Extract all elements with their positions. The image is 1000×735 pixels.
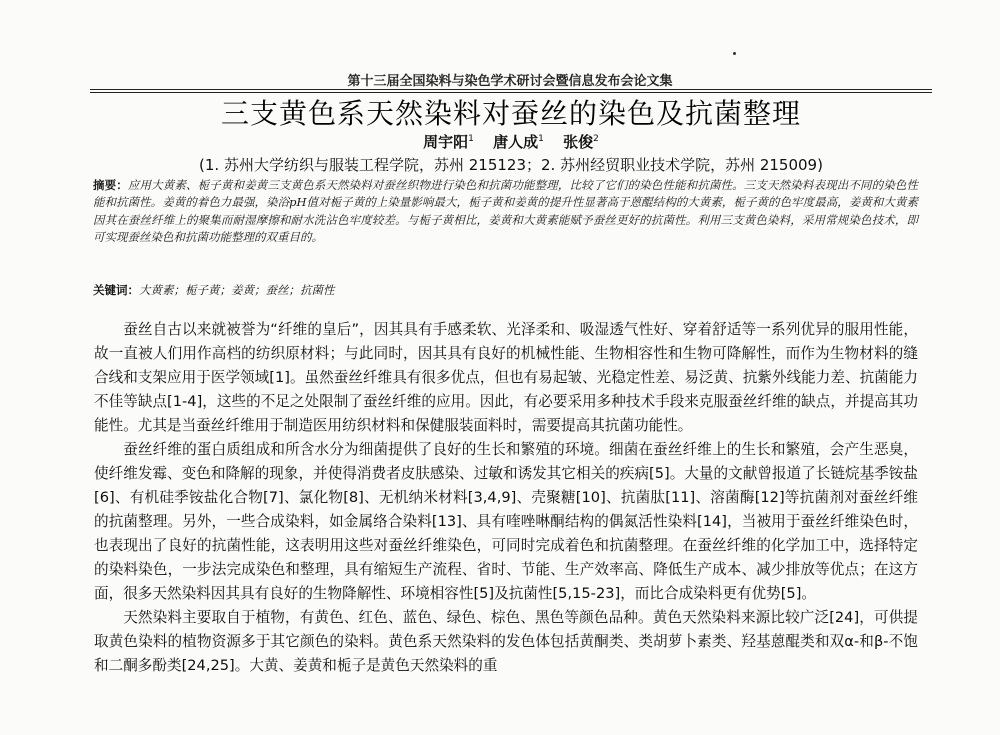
paper-title: 三支黄色系天然染料对蚕丝的染色及抗菌整理 (220, 97, 801, 130)
header-rule (90, 89, 932, 90)
paragraph: 蚕丝纤维的蛋白质组成和所含水分为细菌提供了良好的生长和繁殖的环境。细菌在蚕丝纤维上的生长和繁殖，会产生恶臭，使纤维发霉、变色和降解的现象，并使得消费者皮肤感染、过敏和诱发其它相关的疾病[5]。大量的文献曾报道了长链烷基季铵盐[6]、有机硅季铵盐化合物[7]、氯化物[8]、无机纳米材料[3,4,9]、壳聚糖[10]、抗菌肽[11]、溶菌酶[12]等抗菌剂对蚕丝纤维的抗菌整理。另外，一些合成染料，如金属络合染料[13]、具有喹唑啉酮结构的偶氮活性染料[14]，当被用于蚕丝纤维染色时，也表现出了良好的抗菌性能，这表明用这些对蚕丝纤维染色，可同时完成着色和抗菌整理。在蚕丝纤维的化学加工中，选择特定的染料染色，一步法完成染色和整理，具有缩短生产流程、省时、节能、生产效率高、降低生产成本、减少排放等优点；在这方面，很多天然染料因其具有良好的生物降解性、环境相容性[5]及抗菌性[5,15-23]，而比合成染料更有优势[5]。 (94, 441, 918, 602)
keywords (93, 282, 918, 298)
scan-speck (733, 52, 736, 55)
keywords-label: 关键词： (93, 283, 139, 297)
running-header: 第十三届全国染料与染色学术研讨会暨信息发布会论文集 (347, 74, 673, 89)
paragraph: 天然染料主要取自于植物，有黄色、红色、蓝色、绿色、棕色、黑色等颜色品种。黄色天然染料来源比较广泛[24]，可供提取黄色染料的植物资源多于其它颜色的染料。黄色系天然染料的发色体包括黄酮类、类胡萝卜素类、羟基蒽醌类和双α-和β-不饱和二酮多酚类[24,25]。大黄、姜黄和栀子是黄色天然染料的重 (94, 609, 918, 674)
author: 张俊$^2$ (563, 133, 599, 151)
abstract (93, 177, 918, 247)
author-list (90, 131, 932, 152)
keywords-text: 大黄素；栀子黄；姜黄；蚕丝；抗菌性 (139, 283, 335, 297)
author: 周宇阳$^1$ (423, 133, 474, 151)
abstract-label: 摘要： (93, 178, 128, 192)
affiliation: (1. 苏州大学纺织与服装工程学院，苏州 215123；2. 苏州经贸职业技术学院，苏州 215009) (199, 156, 823, 174)
abstract-text: 应用大黄素、栀子黄和姜黄三支黄色系天然染料对蚕丝织物进行染色和抗菌功能整理，比较了它们的染色性能和抗菌性。三支天然染料表现出不同的染色性能和抗菌性。姜黄的着色力最强，染浴pH值对栀子黄的上染量影响最大，栀子黄和姜黄的提升性显著高于蒽醌结构的大黄素，栀子黄的色牢度最高，姜黄和大黄素因其在蚕丝纤维上的聚集而耐湿摩擦和耐水洗沾色牢度较差。与栀子黄相比，姜黄和大黄素能赋予蚕丝更好的抗菌性。利用三支黄色染料，采用常规染色技术，即可实现蚕丝染色和抗菌功能整理的双重目的。 (93, 178, 919, 245)
body-text (94, 318, 918, 678)
author: 唐人成$^1$ (493, 133, 544, 151)
paragraph: 蚕丝自古以来就被誉为“纤维的皇后”，因其具有手感柔软、光泽柔和、吸湿透气性好、穿着舒适等一系列优异的服用性能，故一直被人们用作高档的纺织原材料；与此同时，因其具有良好的机械性能、生物相容性和生物可降解性，而作为生物材料的缝合线和支架应用于医学领域[1]。虽然蚕丝纤维具有很多优点，但也有易起皱、光稳定性差、易泛黄、抗紫外线能力差、抗菌能力不佳等缺点[1-4]，这些的不足之处限制了蚕丝纤维的应用。因此，有必要采用多种技术手段来克服蚕丝纤维的缺点，并提高其功能性。尤其是当蚕丝纤维用于制造医用纺织材料和保健服装面料时，需要提高其抗菌功能性。 (94, 321, 918, 434)
